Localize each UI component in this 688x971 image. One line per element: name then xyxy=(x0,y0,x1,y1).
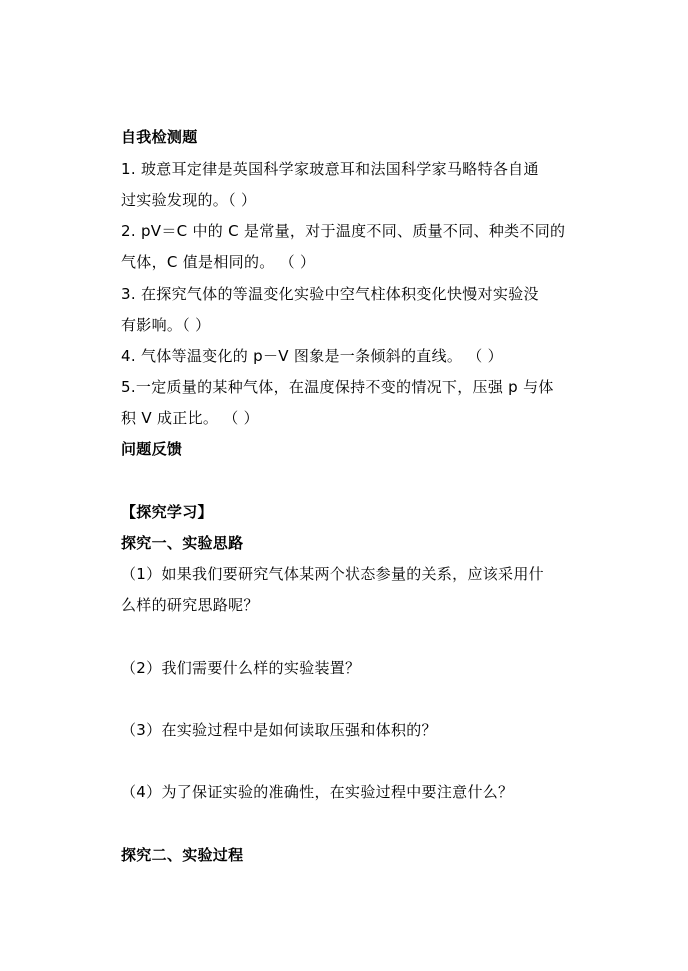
explore-q2: （2）我们需要什么样的实验装置？ xyxy=(121,659,361,677)
self-test-q5-line1: 5.一定质量的某种气体，在温度保持不变的情况下，压强 p 与体 xyxy=(121,378,554,396)
explore-section-title: 【探究学习】 xyxy=(121,503,213,521)
self-test-q1-line2: 过实验发现的。（ ） xyxy=(121,191,257,209)
explore-q3: （3）在实验过程中是如何读取压强和体积的？ xyxy=(121,721,437,739)
explore-q1-line2: 么样的研究思路呢？ xyxy=(121,596,259,614)
feedback-heading: 问题反馈 xyxy=(121,440,183,458)
self-test-q1-line1: 1. 玻意耳定律是英国科学家玻意耳和法国科学家马略特各自通 xyxy=(121,160,539,178)
explore-part2-title: 探究二、实验过程 xyxy=(121,846,244,864)
self-test-q5-line2: 积 V 成正比。 （ ） xyxy=(121,409,259,427)
self-test-q4: 4. 气体等温变化的 p－V 图象是一条倾斜的直线。 （ ） xyxy=(121,347,503,365)
self-test-q2-line1: 2. pV＝C 中的 C 是常量，对于温度不同、质量不同、种类不同的 xyxy=(121,222,566,240)
explore-q1-line1: （1）如果我们要研究气体某两个状态参量的关系，应该采用什 xyxy=(121,565,544,583)
explore-q4: （4）为了保证实验的准确性，在实验过程中要注意什么？ xyxy=(121,783,514,801)
self-test-heading: 自我检测题 xyxy=(121,128,198,146)
self-test-q3-line1: 3. 在探究气体的等温变化实验中空气柱体积变化快慢对实验没 xyxy=(121,285,539,303)
self-test-q2-line2: 气体，C 值是相同的。 （ ） xyxy=(121,253,316,271)
explore-part1-title: 探究一、实验思路 xyxy=(121,534,244,552)
self-test-q3-line2: 有影响。（ ） xyxy=(121,316,211,334)
